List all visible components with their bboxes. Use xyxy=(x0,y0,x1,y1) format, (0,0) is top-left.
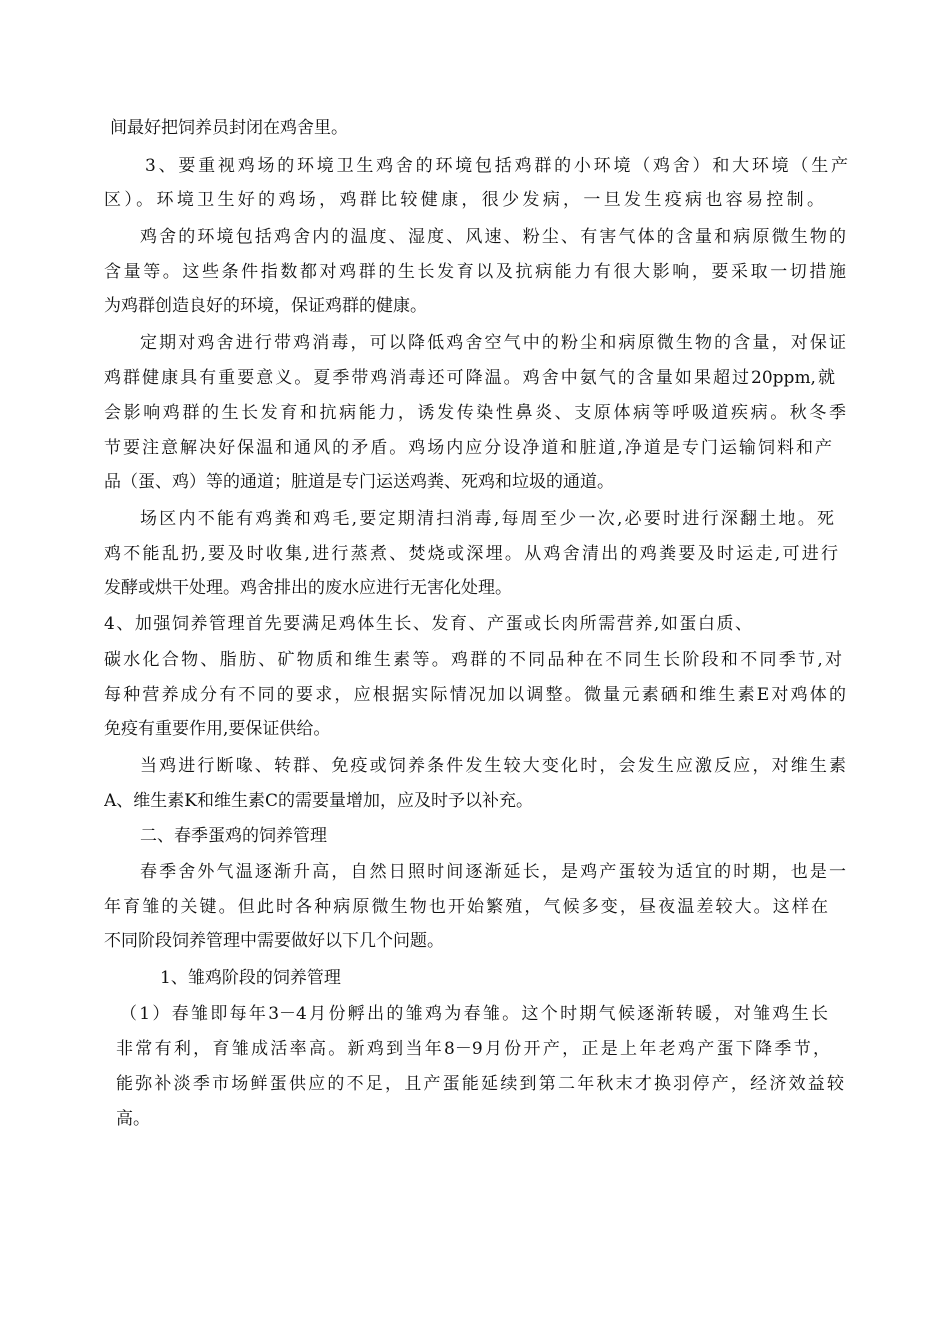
paragraph-line: 品（蛋、鸡）等的通道；脏道是专门运送鸡粪、死鸡和垃圾的通道。 xyxy=(104,472,614,492)
paragraph-line: 含量等。这些条件指数都对鸡群的生长发育以及抗病能力有很大影响，要采取一切措施 xyxy=(104,262,846,282)
paragraph-line: 定期对鸡舍进行带鸡消毒，可以降低鸡舍空气中的粉尘和病原微生物的含量，对保证 xyxy=(140,333,846,353)
paragraph-line: 年育雏的关键。但此时各种病原微生物也开始繁殖，气候多变，昼夜温差较大。这样在 xyxy=(104,897,828,917)
paragraph-line: 春季舍外气温逐渐升高，自然日照时间逐渐延长，是鸡产蛋较为适宜的时期，也是一 xyxy=(140,862,846,882)
paragraph-line: 发酵或烘干处理。鸡舍排出的废水应进行无害化处理。 xyxy=(104,578,512,598)
section-heading: 二、春季蛋鸡的饲养管理 xyxy=(140,826,327,846)
paragraph-line: 场区内不能有鸡粪和鸡毛,要定期清扫消毒,每周至少一次,必要时进行深翻土地。死 xyxy=(140,509,834,529)
paragraph-line: 3、要重视鸡场的环境卫生鸡舍的环境包括鸡群的小环境（鸡舍）和大环境（生产 xyxy=(145,156,848,176)
paragraph-line: 为鸡群创造良好的环境，保证鸡群的健康。 xyxy=(104,296,427,316)
paragraph-line: 4、加强饲养管理首先要满足鸡体生长、发育、产蛋或长肉所需营养,如蛋白质、 xyxy=(104,614,752,634)
paragraph-line: 碳水化合物、脂肪、矿物质和维生素等。鸡群的不同品种在不同生长阶段和不同季节,对 xyxy=(104,650,842,670)
paragraph-line: A、维生素K和维生素C的需要量增加，应及时予以补充。 xyxy=(104,791,533,811)
paragraph-line: 当鸡进行断喙、转群、免疫或饲养条件发生较大变化时，会发生应激反应，对维生素 xyxy=(140,756,846,776)
paragraph-line: 不同阶段饲养管理中需要做好以下几个问题。 xyxy=(104,931,444,951)
paragraph-line: 每种营养成分有不同的要求，应根据实际情况加以调整。微量元素硒和维生素E对鸡体的 xyxy=(104,685,846,705)
paragraph-line: 区）。环境卫生好的鸡场，鸡群比较健康，很少发病，一旦发生疫病也容易控制。 xyxy=(104,190,824,210)
paragraph-line: 鸡舍的环境包括鸡舍内的温度、湿度、风速、粉尘、有害气体的含量和病原微生物的 xyxy=(140,227,846,247)
paragraph-line: 会影响鸡群的生长发育和抗病能力，诱发传染性鼻炎、支原体病等呼吸道疾病。秋冬季 xyxy=(104,403,846,423)
paragraph-line: 鸡不能乱扔,要及时收集,进行蒸煮、焚烧或深埋。从鸡舍清出的鸡粪要及时运走,可进行 xyxy=(104,544,838,564)
paragraph-line: 鸡群健康具有重要意义。夏季带鸡消毒还可降温。鸡舍中氨气的含量如果超过20ppm,就 xyxy=(104,368,835,388)
paragraph-line: 节要注意解决好保温和通风的矛盾。鸡场内应分设净道和脏道,净道是专门运输饲料和产 xyxy=(104,438,832,458)
paragraph-line: （1）春雏即每年3－4月份孵出的雏鸡为春雏。这个时期气候逐渐转暖，对雏鸡生长 xyxy=(120,1004,828,1024)
paragraph-line: 间最好把饲养员封闭在鸡舍里。 xyxy=(110,118,348,138)
subsection-heading: 1、雏鸡阶段的饲养管理 xyxy=(160,968,341,988)
paragraph-line: 能弥补淡季市场鲜蛋供应的不足，且产蛋能延续到第二年秋末才换羽停产，经济效益较 xyxy=(116,1074,844,1094)
paragraph-line: 高。 xyxy=(116,1109,150,1129)
paragraph-line: 非常有利，育雏成活率高。新鸡到当年8－9月份开产，正是上年老鸡产蛋下降季节， xyxy=(116,1039,830,1059)
paragraph-line: 免疫有重要作用,要保证供给。 xyxy=(104,719,331,739)
